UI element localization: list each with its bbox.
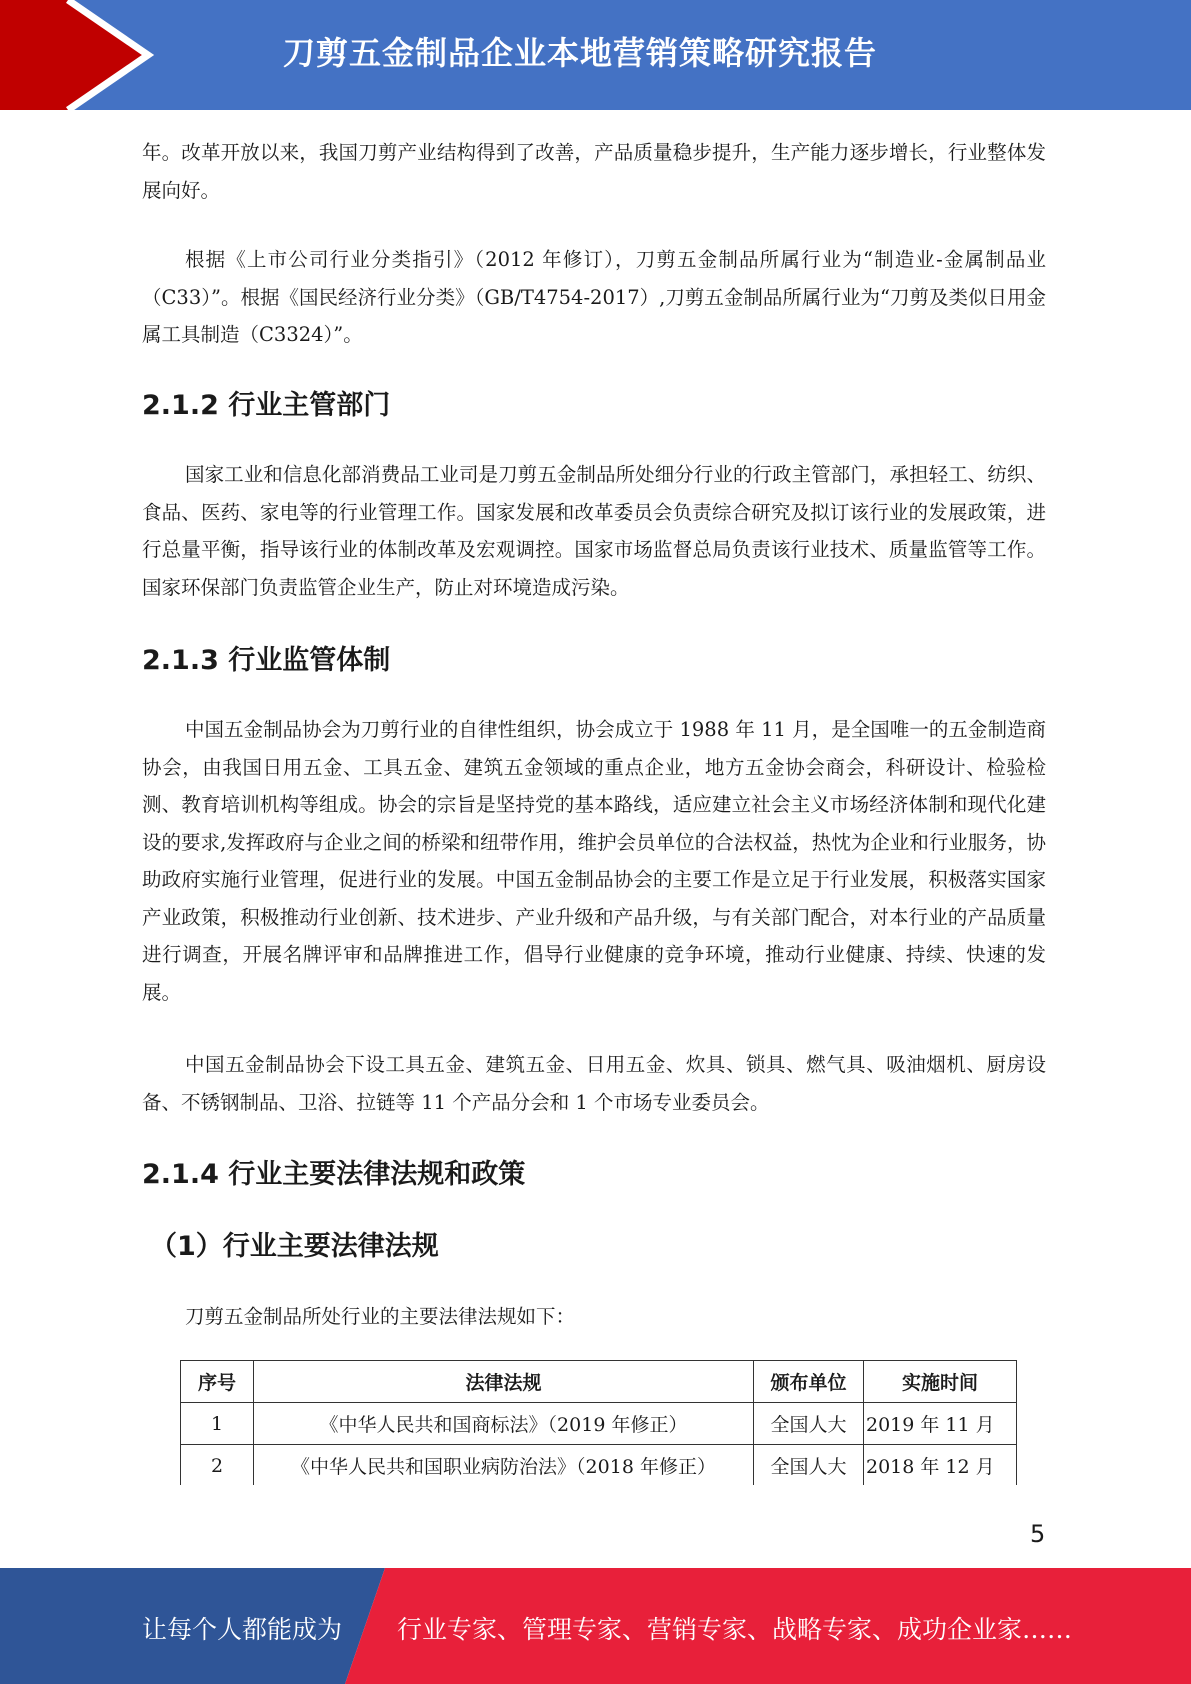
footer-slogan-left: 让每个人都能成为 xyxy=(142,1615,343,1644)
cell-issuer: 全国人大 xyxy=(754,1445,864,1487)
report-title: 刀剪五金制品企业本地营销策略研究报告 xyxy=(283,34,878,72)
subsection-heading-laws: （1）行业主要法律法规 xyxy=(150,1231,439,1262)
cell-date: 2018 年 12 月 xyxy=(864,1445,1017,1487)
col-header-issuer: 颁布单位 xyxy=(754,1361,864,1403)
cell-index: 1 xyxy=(181,1403,254,1445)
section-heading-2-1-4: 2.1.4 行业主要法律法规和政策 xyxy=(142,1159,526,1190)
laws-table xyxy=(180,1360,1017,1487)
section-heading-2-1-3: 2.1.3 行业监管体制 xyxy=(142,645,391,676)
paragraph-association-branches: 中国五金制品协会下设工具五金、建筑五金、日用五金、炊具、锁具、燃气具、吸油烟机、厨房设备、不锈钢制品、卫浴、拉链等 11 个产品分会和 1 个市场专业委员会。 xyxy=(142,1053,1046,1114)
table-row xyxy=(181,1445,1017,1487)
page-number: 5 xyxy=(1030,1520,1046,1548)
section-heading-2-1-2: 2.1.2 行业主管部门 xyxy=(142,390,391,421)
table-intro-text: 刀剪五金制品所处行业的主要法律法规如下： xyxy=(185,1305,576,1328)
paragraph-supervision-system: 中国五金制品协会为刀剪行业的自律性组织，协会成立于 1988 年 11 月，是全国唯一的五金制造商协会，由我国日用五金、工具五金、建筑五金领域的重点企业，地方五金协会商会，科研设计、检验检测、教育培训机构等组成。协会的宗旨是坚持党的基本路线，适应建立社会主义市场经济体制和现代化建设的要求,发挥政府与企业之间的桥梁和纽带作用，维护会员单位的合法权益，热忱为企业和行业服务，协助政府实施行业管理，促进行业的发展。中国五金制品协会的主要工作是立足于行业发展，积极落实国家产业政策，积极推动行业创新、技术进步、产业升级和产品升级，与有关部门配合，对本行业的产品质量进行调查，开展名牌评审和品牌推进工作，倡导行业健康的竞争环境，推动行业健康、持续、快速的发展。 xyxy=(142,718,1046,1004)
col-header-index: 序号 xyxy=(181,1361,254,1403)
cell-issuer: 全国人大 xyxy=(754,1403,864,1445)
cell-law: 《中华人民共和国商标法》（2019 年修正） xyxy=(254,1403,754,1445)
paragraph-regulatory-authority: 国家工业和信息化部消费品工业司是刀剪五金制品所处细分行业的行政主管部门，承担轻工、纺织、食品、医药、家电等的行业管理工作。国家发展和改革委员会负责综合研究及拟订该行业的发展政策，进行总量平衡，指导该行业的体制改革及宏观调控。国家市场监督总局负责该行业技术、质量监管等工作。国家环保部门负责监管企业生产，防止对环境造成污染。 xyxy=(142,463,1046,599)
table-row xyxy=(181,1403,1017,1445)
paragraph-industry-classification: 根据《上市公司行业分类指引》（2012 年修订），刀剪五金制品所属行业为“制造业-金属制品业（C33）”。根据《国民经济行业分类》（GB/T4754-2017）,刀剪五金制品所属行业为“刀剪及类似日用金属工具制造（C3324）”。 xyxy=(142,248,1046,346)
footer-slogan-right: 行业专家、管理专家、营销专家、战略专家、成功企业家…… xyxy=(397,1615,1073,1644)
col-header-law: 法律法规 xyxy=(254,1361,754,1403)
cell-law: 《中华人民共和国职业病防治法》（2018 年修正） xyxy=(254,1445,754,1487)
page-header xyxy=(0,0,1191,110)
col-header-date: 实施时间 xyxy=(864,1361,1017,1403)
cell-index: 2 xyxy=(181,1445,254,1487)
paragraph-intro-continued: 年。改革开放以来，我国刀剪产业结构得到了改善，产品质量稳步提升，生产能力逐步增长，行业整体发展向好。 xyxy=(142,141,1046,202)
cell-date: 2019 年 11 月 xyxy=(864,1403,1017,1445)
table-page-break xyxy=(170,1485,1020,1515)
table-header-row xyxy=(181,1361,1017,1403)
red-arrow-decoration xyxy=(0,0,160,110)
page-footer xyxy=(0,1568,1191,1684)
